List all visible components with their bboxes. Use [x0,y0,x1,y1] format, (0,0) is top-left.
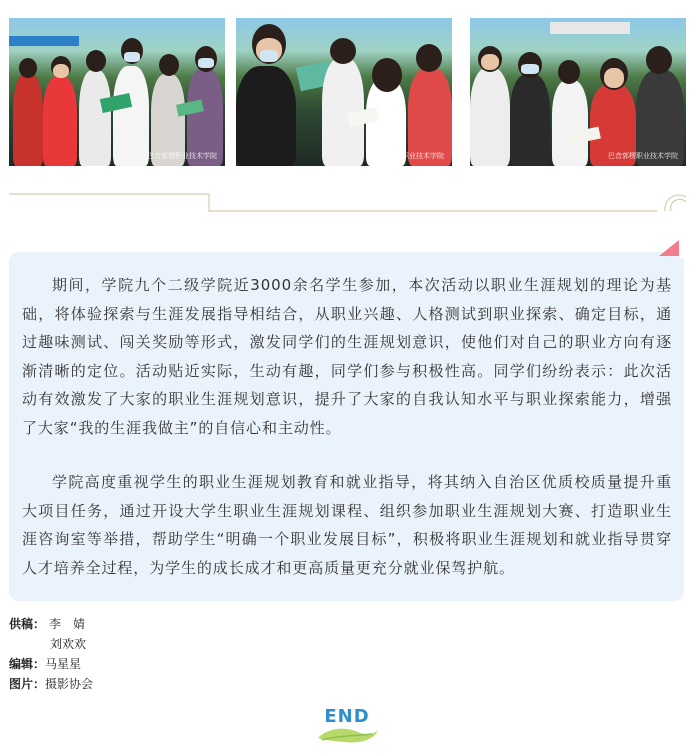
editor-row [9,654,93,674]
editor-label: 编辑： [9,657,46,671]
contributor-name: 李 婧 [49,617,86,631]
event-photo-3 [470,18,686,166]
photo-credit-label: 图片： [9,677,46,691]
article-paragraph-1: 期间，学院九个二级学院近3000余名学生参加，本次活动以职业生涯规划的理论为基础，将体验探索与生涯发展指导相结合，从职业兴趣、人格测试到职业探索、确定目标，通过趣味测试、闯关奖励等形式，激发同学们的生涯规划意识，使他们对自己的职业方向有逐渐清晰的定位。活动贴近实际，生动有趣，同学们参与积极性高。同学们纷纷表示：此次活动有效激发了大家的职业生涯规划意识，提升了大家的自我认知水平与职业探索能力，增强了大家“我的生涯我做主”的自信心和主动性。 [22,276,672,437]
photo-watermark: 巴音郭楞职业技术学院 [374,152,444,160]
editor-name: 马星星 [45,657,82,671]
photo-watermark: 巴音郭楞职业技术学院 [147,152,217,160]
credits-block [9,614,93,694]
photo-strip [9,18,686,166]
contributors-row [9,614,93,634]
photo-watermark: 巴音郭楞职业技术学院 [608,152,678,160]
photo-credit-row [9,674,93,694]
end-mark [314,706,380,746]
contributor-name: 刘欢欢 [50,637,87,651]
corner-accent-icon [655,236,683,258]
contributors-row-2 [9,634,93,654]
event-photo-2 [236,18,452,166]
event-photo-1 [9,18,225,166]
article-paragraph-2: 学院高度重视学生的职业生涯规划教育和就业指导，将其纳入自治区优质校质量提升重大项目任务，通过开设大学生职业生涯规划课程、组织参加职业生涯规划大赛、打造职业生涯咨询室等举措，帮助学生“明确一个职业发展目标”，积极将职业生涯规划和就业指导贯穿人才培养全过程，为学生的成长成才和更高质量更充分就业保驾护航。 [22,473,672,577]
contributors-label: 供稿： [9,617,46,631]
photo-credit-name: 摄影协会 [45,677,94,691]
end-text: END [324,706,370,727]
section-divider [9,191,686,213]
